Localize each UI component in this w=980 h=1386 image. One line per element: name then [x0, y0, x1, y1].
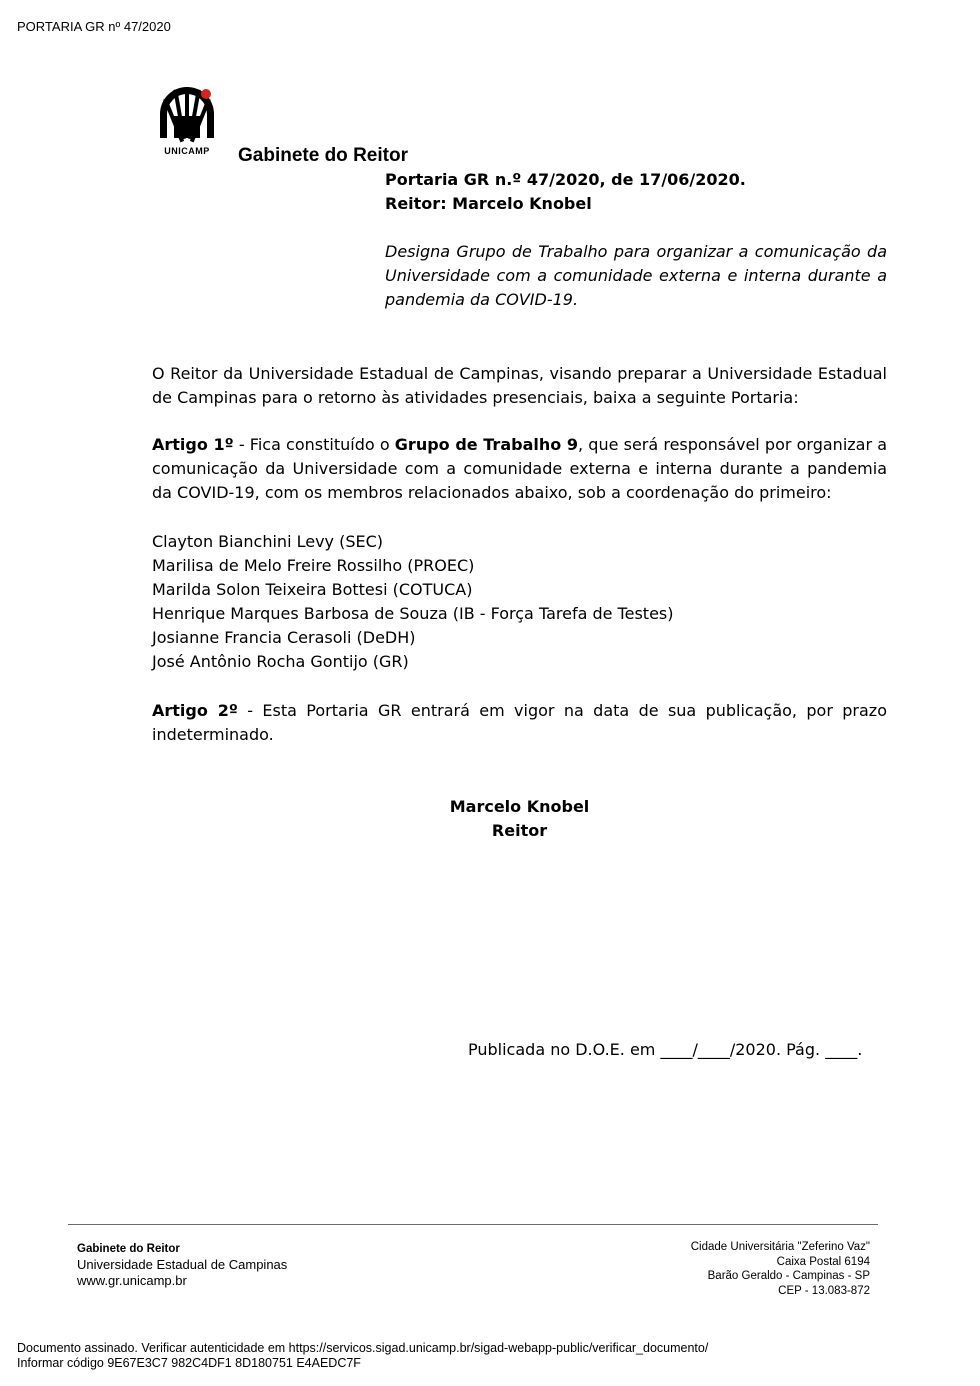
article-1-group: Grupo de Trabalho 9 [394, 435, 579, 454]
signature-block [352, 795, 687, 843]
footer-po-box: Caixa Postal 6194 [776, 1255, 870, 1268]
footer-website[interactable]: www.gr.unicamp.br [77, 1273, 187, 1288]
unicamp-emblem-icon [154, 84, 220, 144]
verification-note [17, 1341, 708, 1371]
footer-district: Barão Geraldo - Campinas - SP [707, 1270, 870, 1282]
member-item: Marilisa de Melo Freire Rossilho (PROEC) [152, 556, 475, 575]
verification-code-line: Informar código 9E67E3C7 982C4DF1 8D180751 E4AEDC7F [17, 1356, 361, 1370]
article-1 [152, 433, 887, 505]
footer-office-title: Gabinete do Reitor [77, 1243, 180, 1255]
member-item: Josianne Francia Cerasoli (DeDH) [152, 628, 416, 647]
member-item: Henrique Marques Barbosa de Souza (IB - Força Tarefa de Testes) [152, 604, 674, 623]
footer-divider [68, 1224, 878, 1225]
member-item: Marilda Solon Teixeira Bottesi (COTUCA) [152, 580, 473, 599]
signature-role: Reitor [491, 821, 548, 840]
footer-institution: Universidade Estadual de Campinas [77, 1257, 288, 1272]
verification-url-line[interactable]: Documento assinado. Verificar autenticidade em https://servicos.sigad.unicamp.br/sigad-webapp-public/verificar_documento/ [17, 1341, 709, 1355]
footer-zip: CEP - 13.083-872 [778, 1284, 870, 1297]
portaria-number: Portaria GR n.º 47/2020, de 17/06/2020. [385, 170, 746, 189]
article-2-text: - Esta Portaria GR entrará em vigor na data de sua publicação, por prazo indeterminado. [152, 701, 887, 744]
footer-address [691, 1240, 870, 1298]
publication-note: Publicada no D.O.E. em ____/____/2020. Pág. ____. [468, 1040, 863, 1059]
article-1-label: Artigo 1º [152, 435, 234, 454]
article-2-label: Artigo 2º [152, 701, 238, 720]
document-reference: PORTARIA GR nº 47/2020 [17, 19, 171, 34]
intro-paragraph: O Reitor da Universidade Estadual de Campinas, visando preparar a Universidade Estadual de Campinas para o retorno às atividades presenciais, baixa a seguinte Portaria: [152, 364, 887, 407]
article-2 [152, 699, 887, 747]
footer-office [77, 1241, 287, 1289]
portaria-summary: Designa Grupo de Trabalho para organizar a comunicação da Universidade com a comunidade externa e interna durante a pandemia da COVID-19. [385, 242, 887, 309]
portaria-rector: Reitor: Marcelo Knobel [385, 194, 592, 213]
logo-wordmark: UNICAMP [164, 146, 210, 156]
signature-name: Marcelo Knobel [449, 797, 590, 816]
office-title: Gabinete do Reitor [238, 145, 408, 166]
member-list [152, 530, 673, 674]
member-item: José Antônio Rocha Gontijo (GR) [152, 652, 409, 671]
unicamp-logo [154, 84, 220, 160]
article-1-text-a: - Fica constituído o [233, 435, 395, 454]
article-1-text-b: , que será responsável por organizar a comunicação da Universidade com a comunidade externa e interna durante a pandemia da COVID-19, com os membros relacionados abaixo, sob a coordenação do primeiro: [152, 435, 888, 502]
member-item: Clayton Bianchini Levy (SEC) [152, 532, 384, 551]
footer-campus: Cidade Universitária "Zeferino Vaz" [690, 1241, 870, 1253]
